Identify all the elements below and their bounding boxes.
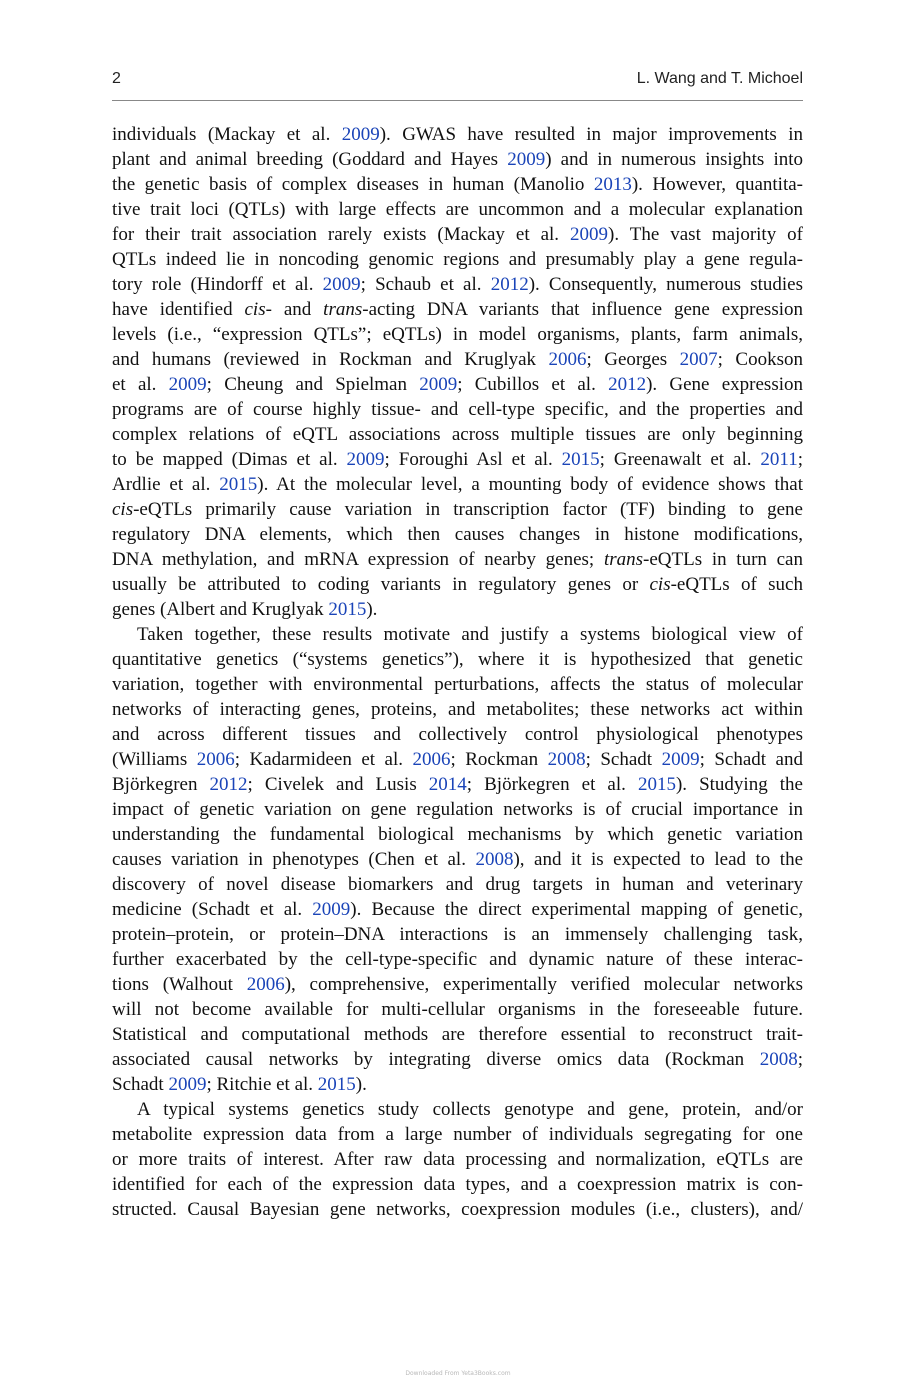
text-line bbox=[112, 597, 803, 622]
text-line bbox=[112, 1147, 803, 1172]
text-line bbox=[112, 1072, 803, 1097]
text-run: ). However, quantita- bbox=[631, 174, 803, 195]
text-run: the genetic basis of complex diseases in human (Manolio bbox=[112, 174, 594, 195]
text-run: ). The vast majority of bbox=[608, 224, 804, 245]
text-line bbox=[112, 397, 803, 422]
text-line bbox=[112, 472, 803, 497]
citation-link[interactable]: 2015 bbox=[637, 774, 676, 795]
text-run: ), comprehensive, experimentally verified molecular networks bbox=[284, 974, 803, 995]
citation-link[interactable]: 2008 bbox=[759, 1049, 798, 1070]
text-line bbox=[112, 1172, 803, 1197]
citation-link[interactable]: 2009 bbox=[507, 149, 546, 170]
text-run: A typical systems genetics study collects genotype and gene, protein, and/or bbox=[137, 1099, 803, 1120]
text-line bbox=[112, 322, 803, 347]
text-run: programs are of course highly tissue- and cell-type specific, and the properties and bbox=[112, 399, 803, 420]
text-line bbox=[112, 522, 803, 547]
header-rule bbox=[112, 100, 803, 101]
text-line bbox=[112, 772, 803, 797]
text-run: variation, together with environmental perturbations, affects the status of molecular bbox=[112, 674, 803, 695]
text-run: protein–protein, or protein–DNA interactions is an immensely challenging task, bbox=[112, 924, 803, 945]
text-line bbox=[112, 947, 803, 972]
paragraph-3 bbox=[112, 1097, 803, 1222]
text-line bbox=[112, 847, 803, 872]
text-run: DNA methylation, and mRNA expression of nearby genes; bbox=[112, 549, 604, 570]
text-run: to be mapped (Dimas et al. bbox=[112, 449, 347, 470]
citation-link[interactable]: 2009 bbox=[168, 374, 207, 395]
italic-term: trans bbox=[323, 299, 363, 320]
text-line bbox=[112, 972, 803, 997]
citation-link[interactable]: 2009 bbox=[346, 449, 385, 470]
citation-link[interactable]: 2009 bbox=[570, 224, 609, 245]
citation-link[interactable]: 2009 bbox=[322, 274, 361, 295]
text-run: levels (i.e., “expression QTLs”; eQTLs) in model organisms, plants, farm animals, bbox=[112, 324, 803, 345]
text-run: ), and it is expected to lead to the bbox=[513, 849, 804, 870]
text-run: -eQTLs primarily cause variation in transcription factor (TF) binding to gene bbox=[133, 499, 803, 520]
text-run: Schadt bbox=[112, 1074, 169, 1095]
text-run: tory role (Hindorff et al. bbox=[112, 274, 323, 295]
text-line bbox=[112, 222, 803, 247]
text-run: have identified bbox=[112, 299, 245, 320]
text-run: Björkegren bbox=[112, 774, 210, 795]
text-run: ). bbox=[366, 599, 378, 620]
text-line bbox=[112, 272, 803, 297]
text-run: ; Cubillos et al. bbox=[457, 374, 609, 395]
paragraph-1 bbox=[112, 122, 803, 622]
text-run: Statistical and computational methods are therefore essential to reconstruct trait- bbox=[112, 1024, 803, 1045]
text-run: individuals (Mackay et al. bbox=[112, 124, 342, 145]
text-line bbox=[112, 197, 803, 222]
text-run: -eQTLs of such bbox=[670, 574, 803, 595]
text-run: genes (Albert and Kruglyak bbox=[112, 599, 329, 620]
citation-link[interactable]: 2009 bbox=[312, 899, 351, 920]
text-run: et al. bbox=[112, 374, 169, 395]
text-line bbox=[112, 547, 803, 572]
text-run: ). At the molecular level, a mounting body of evidence shows that bbox=[257, 474, 803, 495]
citation-link[interactable]: 2015 bbox=[561, 449, 600, 470]
text-line bbox=[112, 497, 803, 522]
text-run: associated causal networks by integrating diverse omics data (Rockman bbox=[112, 1049, 760, 1070]
text-run: ; Cookson bbox=[717, 349, 803, 370]
text-run: tions (Walhout bbox=[112, 974, 247, 995]
text-line bbox=[112, 697, 803, 722]
text-run: networks of interacting genes, proteins, and metabolites; these networks act within bbox=[112, 699, 803, 720]
text-line bbox=[112, 647, 803, 672]
text-run: causes variation in phenotypes (Chen et al. bbox=[112, 849, 476, 870]
text-line bbox=[112, 347, 803, 372]
text-line bbox=[112, 1022, 803, 1047]
text-run: impact of genetic variation on gene regulation networks is of crucial importance in bbox=[112, 799, 803, 820]
text-run: ; Foroughi Asl et al. bbox=[384, 449, 562, 470]
text-run: Taken together, these results motivate and justify a systems biological view of bbox=[137, 624, 803, 645]
text-run: complex relations of eQTL associations across multiple tissues are only beginning bbox=[112, 424, 803, 445]
text-run: quantitative genetics (“systems genetics”), where it is hypothesized that genetic bbox=[112, 649, 803, 670]
citation-link[interactable]: 2012 bbox=[608, 374, 647, 395]
italic-term: cis bbox=[244, 299, 266, 320]
text-run: ; Civelek and Lusis bbox=[247, 774, 429, 795]
text-run: ). Studying the bbox=[675, 774, 803, 795]
text-run: (Williams bbox=[112, 749, 197, 770]
text-run: ; Cheung and Spielman bbox=[206, 374, 420, 395]
citation-link[interactable]: 2008 bbox=[475, 849, 514, 870]
text-line bbox=[112, 797, 803, 822]
text-run: -eQTLs in turn can bbox=[643, 549, 803, 570]
citation-link[interactable]: 2009 bbox=[661, 749, 700, 770]
text-run: and across different tissues and collectively control physiological phenotypes bbox=[112, 724, 803, 745]
text-run: for their trait association rarely exists (Mackay et al. bbox=[112, 224, 571, 245]
text-run: regulatory DNA elements, which then causes changes in histone modifications, bbox=[112, 524, 803, 545]
text-run: understanding the fundamental biological mechanisms by which genetic variation bbox=[112, 824, 803, 845]
citation-link[interactable]: 2015 bbox=[328, 599, 367, 620]
text-run: ). Because the direct experimental mapping of genetic, bbox=[350, 899, 803, 920]
text-run: usually be attributed to coding variants in regulatory genes or bbox=[112, 574, 650, 595]
citation-link[interactable]: 2014 bbox=[428, 774, 467, 795]
text-run: and humans (reviewed in Rockman and Kruglyak bbox=[112, 349, 549, 370]
text-line bbox=[112, 922, 803, 947]
watermark-footer: Downloaded From Yeta3Books.com bbox=[405, 1370, 511, 1377]
text-run: ). Consequently, numerous studies bbox=[528, 274, 803, 295]
text-run: will not become available for multi-cellular organisms in the foreseeable future. bbox=[112, 999, 803, 1020]
citation-link[interactable]: 2012 bbox=[209, 774, 248, 795]
text-run: structed. Causal Bayesian gene networks, coexpression modules (i.e., clusters), and/ bbox=[112, 1199, 803, 1220]
text-line bbox=[112, 1197, 803, 1222]
italic-term: trans bbox=[603, 549, 644, 570]
text-line bbox=[112, 122, 803, 147]
citation-link[interactable]: 2009 bbox=[168, 1074, 207, 1095]
text-line bbox=[112, 247, 803, 272]
text-line bbox=[112, 572, 803, 597]
text-run: ; Ritchie et al. bbox=[206, 1074, 318, 1095]
text-line bbox=[112, 997, 803, 1022]
text-line bbox=[112, 622, 803, 647]
text-run: further exacerbated by the cell-type-specific and dynamic nature of these interac- bbox=[112, 949, 803, 970]
paragraph-2 bbox=[112, 622, 803, 1097]
text-run: ; Björkegren et al. bbox=[466, 774, 638, 795]
text-run: ). Gene expression bbox=[646, 374, 803, 395]
text-line bbox=[112, 747, 803, 772]
citation-link[interactable]: 2007 bbox=[679, 349, 718, 370]
citation-link[interactable]: 2006 bbox=[548, 349, 587, 370]
text-line bbox=[112, 447, 803, 472]
text-run: or more traits of interest. After raw data processing and normalization, eQTLs are bbox=[112, 1149, 803, 1170]
citation-link[interactable]: 2015 bbox=[219, 474, 258, 495]
text-line bbox=[112, 422, 803, 447]
citation-link[interactable]: 2006 bbox=[412, 749, 451, 770]
text-line bbox=[112, 897, 803, 922]
citation-link[interactable]: 2008 bbox=[547, 749, 586, 770]
text-run: QTLs indeed lie in noncoding genomic regions and presumably play a gene regula- bbox=[112, 249, 803, 270]
text-line bbox=[112, 147, 803, 172]
text-line bbox=[112, 172, 803, 197]
citation-link[interactable]: 2015 bbox=[317, 1074, 356, 1095]
text-run: ; bbox=[797, 1049, 803, 1070]
text-line bbox=[112, 1122, 803, 1147]
citation-link[interactable]: 2012 bbox=[490, 274, 529, 295]
text-run: ). bbox=[355, 1074, 367, 1095]
citation-link[interactable]: 2013 bbox=[593, 174, 632, 195]
text-run: - and bbox=[265, 299, 324, 320]
text-run: tive trait loci (QTLs) with large effects are uncommon and a molecular explanation bbox=[112, 199, 803, 220]
text-run: ). GWAS have resulted in major improvements in bbox=[379, 124, 803, 145]
text-run: ; Schadt bbox=[585, 749, 662, 770]
text-run: discovery of novel disease biomarkers and drug targets in human and veterinary bbox=[112, 874, 803, 895]
text-run: -acting DNA variants that influence gene expression bbox=[362, 299, 803, 320]
text-line bbox=[112, 1097, 803, 1122]
text-run: ; Georges bbox=[586, 349, 680, 370]
italic-term: cis bbox=[649, 574, 671, 595]
text-run: medicine (Schadt et al. bbox=[112, 899, 313, 920]
text-run: ) and in numerous insights into bbox=[545, 149, 804, 170]
text-run: ; Kadarmideen et al. bbox=[234, 749, 413, 770]
running-header bbox=[112, 70, 803, 94]
text-run: identified for each of the expression data types, and a coexpression matrix is con- bbox=[112, 1174, 803, 1195]
text-line bbox=[112, 872, 803, 897]
text-run: ; Schadt and bbox=[699, 749, 803, 770]
text-run: ; Schaub et al. bbox=[360, 274, 491, 295]
text-run: ; Greenawalt et al. bbox=[599, 449, 761, 470]
citation-link[interactable]: 2011 bbox=[760, 449, 798, 470]
text-line bbox=[112, 297, 803, 322]
text-run: ; Rockman bbox=[450, 749, 548, 770]
text-line bbox=[112, 1047, 803, 1072]
text-run: Ardlie et al. bbox=[112, 474, 220, 495]
citation-link[interactable]: 2009 bbox=[341, 124, 380, 145]
text-line bbox=[112, 722, 803, 747]
text-run: metabolite expression data from a large number of individuals segregating for one bbox=[112, 1124, 803, 1145]
text-run: plant and animal breeding (Goddard and Hayes bbox=[112, 149, 508, 170]
citation-link[interactable]: 2006 bbox=[196, 749, 235, 770]
text-line bbox=[112, 822, 803, 847]
text-line bbox=[112, 372, 803, 397]
running-head-authors: L. Wang and T. Michoel bbox=[636, 70, 803, 87]
body-text bbox=[112, 122, 803, 1222]
text-run: ; bbox=[797, 449, 803, 470]
page-number: 2 bbox=[112, 70, 121, 87]
citation-link[interactable]: 2009 bbox=[419, 374, 458, 395]
citation-link[interactable]: 2006 bbox=[246, 974, 285, 995]
text-line bbox=[112, 672, 803, 697]
italic-term: cis bbox=[112, 499, 134, 520]
